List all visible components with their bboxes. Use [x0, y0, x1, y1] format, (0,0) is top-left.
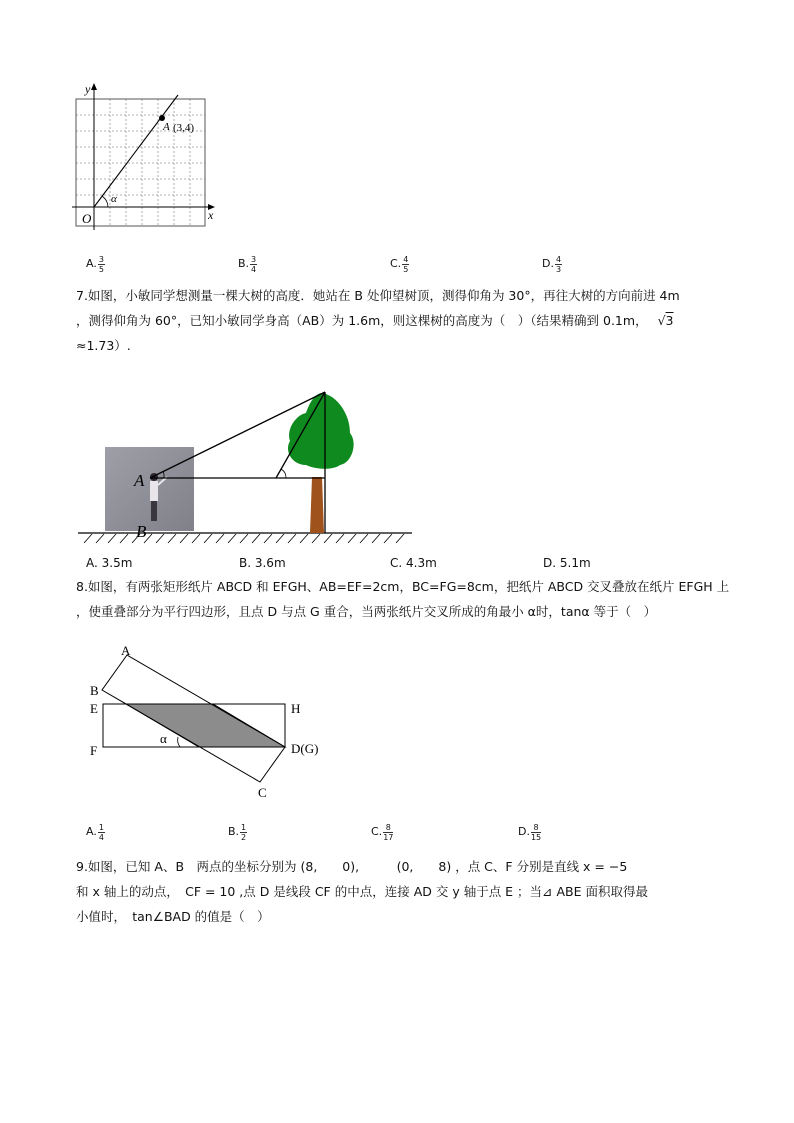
coordinate-grid-figure [70, 80, 230, 235]
q8-option-c[interactable]: C. $\frac{8}{17}$ [371, 822, 394, 842]
fraction: $\frac{4}{5}$ [403, 254, 409, 274]
q7-option-d[interactable]: D. 5.1m [543, 556, 591, 570]
q6-option-d[interactable]: D. $\frac{4}{3}$ [542, 254, 562, 274]
label-F: F [90, 743, 98, 758]
q7-option-b[interactable]: B. 3.6m [239, 556, 286, 570]
q8-option-d[interactable]: D. $\frac{8}{15}$ [518, 822, 542, 842]
point-A-label: A [163, 121, 170, 133]
label-DG: D(G) [291, 741, 319, 756]
label-B: B [136, 522, 147, 541]
origin-label: O [82, 211, 92, 226]
x-axis-label: x [208, 208, 214, 222]
fraction: $\frac{3}{4}$ [251, 254, 257, 274]
fraction: $\frac{1}{2}$ [241, 822, 247, 842]
y-axis-arrow [91, 83, 97, 90]
y-axis-label: y [85, 82, 91, 96]
angle-60-arc [281, 469, 286, 478]
ray-OA [94, 95, 178, 207]
q7-line-2: ，测得仰角为 60°，已知小敏同学身高（AB）为 1.6m，则这棵树的高度为（ ）（结果精确到 0.1m， √3 [76, 313, 674, 328]
q8-option-b[interactable]: B. $\frac{1}{2}$ [228, 822, 247, 842]
angle-label: α [111, 193, 117, 205]
label-A: A [134, 471, 145, 490]
fraction: $\frac{1}{4}$ [98, 822, 104, 842]
overlap-parallelogram [126, 704, 285, 747]
q8-option-a[interactable]: A. $\frac{1}{4}$ [86, 822, 104, 842]
q6-option-b[interactable]: B. $\frac{3}{4}$ [238, 254, 257, 274]
q9-line-1: 9.如图，已知 A、B 两点的坐标分别为 (8, 0), (0, 8) ，点 C、F 分别是直线 x = −5 [76, 859, 628, 874]
q7-option-a[interactable]: A. 3.5m [86, 556, 133, 570]
q8-line-2: ，使重叠部分为平行四边形，且点 D 与点 G 重合，当两张纸片交叉所成的角最小 α时，tanα 等于（ ） [76, 604, 657, 619]
fraction: $\frac{3}{5}$ [98, 254, 104, 274]
angle-arc [102, 196, 108, 207]
alpha-arc [178, 737, 180, 747]
q8-line-1: 8.如图，有两张矩形纸片 ABCD 和 EFGH、AB=EF=2cm，BC=FG=8cm，把纸片 ABCD 交叉叠放在纸片 EFGH 上 [76, 579, 730, 594]
fraction: $\frac{8}{15}$ [530, 822, 542, 842]
label-B: B [90, 683, 99, 698]
ground-hatching [84, 534, 404, 543]
fraction: $\frac{8}{17}$ [383, 822, 394, 842]
tree-trunk [310, 477, 324, 533]
q6-option-c[interactable]: C. $\frac{4}{5}$ [390, 254, 409, 274]
point-A-coord: (3,4) [173, 122, 195, 134]
q7-line-3: ≈1.73）. [76, 338, 131, 353]
fraction: $\frac{4}{3}$ [555, 254, 562, 274]
label-C: C [258, 785, 267, 800]
sqrt-3: √3 [657, 313, 674, 328]
alpha-label: α [160, 731, 167, 746]
q7-option-c[interactable]: C. 4.3m [390, 556, 437, 570]
overlapping-rectangles-figure [80, 640, 340, 805]
q6-option-a[interactable]: A. $\frac{3}{5}$ [86, 254, 104, 274]
tree [288, 393, 354, 533]
q7-line-1: 7.如图，小敏同学想测量一棵大树的高度．她站在 B 处仰望树顶，测得仰角为 30°，再往大树的方向前进 4m [76, 288, 680, 303]
q9-line-3: 小值时， tan∠BAD 的值是（ ） [76, 909, 270, 924]
label-E: E [90, 701, 98, 716]
tree-crown [288, 393, 354, 469]
tree-measurement-figure [74, 385, 419, 545]
label-A: A [121, 643, 131, 658]
q9-line-2: 和 x 轴上的动点， CF = 10 ,点 D 是线段 CF 的中点，连接 AD 交 y 轴于点 E ；当⊿ ABE 面积取得最 [76, 884, 648, 899]
label-H: H [291, 701, 301, 716]
